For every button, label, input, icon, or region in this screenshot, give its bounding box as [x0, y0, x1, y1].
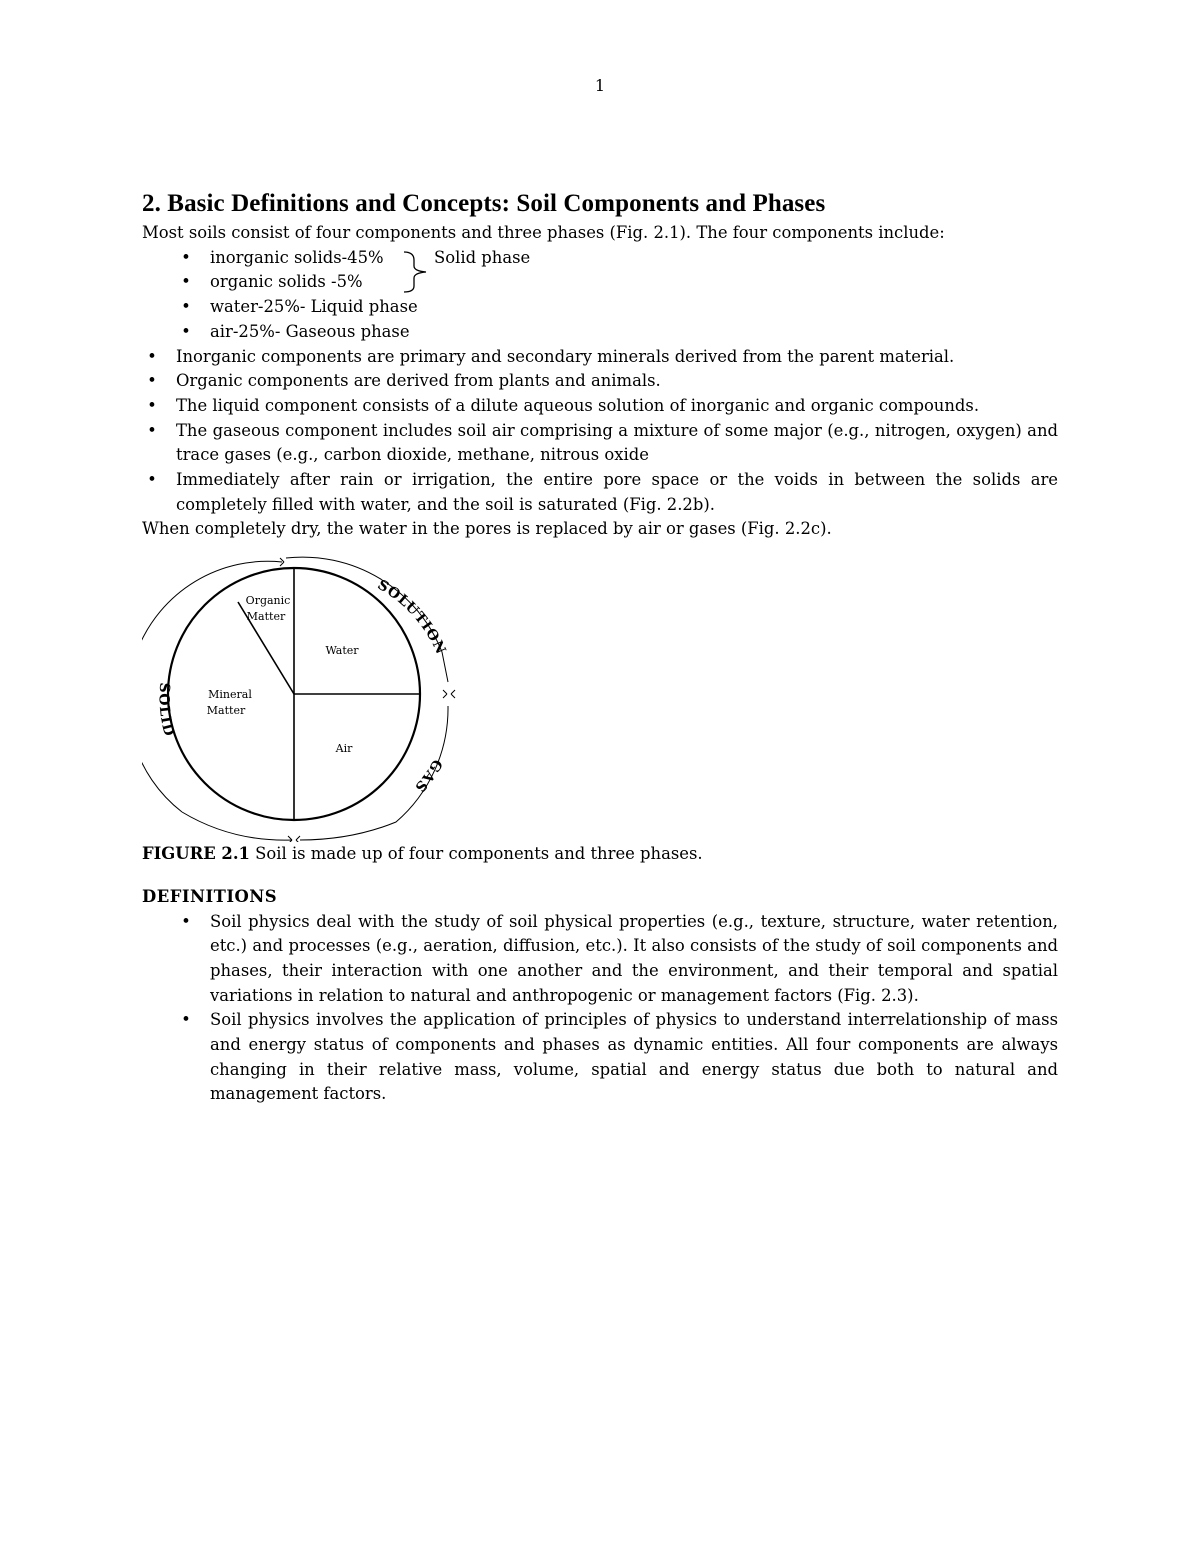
section-heading: 2. Basic Definitions and Concepts: Soil Components and Phases: [142, 190, 826, 217]
bullet-icon: •: [181, 297, 191, 317]
list-item: [147, 468, 1058, 517]
list-item: [147, 394, 1058, 419]
bullet-icon: •: [181, 272, 191, 292]
bullet-icon: •: [181, 1010, 191, 1030]
list-item: [147, 345, 1058, 370]
bullet-icon: •: [147, 371, 157, 391]
bullet-text: Inorganic components are primary and secondary minerals derived from the parent material.: [176, 346, 955, 366]
document-body: [142, 190, 1058, 1107]
component-text: organic solids -5%: [210, 272, 363, 292]
label-organic-matter: Matter: [246, 610, 286, 624]
label-gas: GAS: [410, 756, 446, 796]
bullet-icon: •: [147, 346, 157, 366]
soil-phases-figure: [142, 542, 462, 842]
definition-text: Soil physics involves the application of principles of physics to understand interrelationship of mass and energy status of components and phases as dynamic entities. All four components are always changing in their relative mass, volume, spatial and energy status due both to natural and management factors.: [210, 1010, 1058, 1104]
definitions-list: [142, 910, 1058, 1108]
caption-text: Soil is made up of four components and three phases.: [249, 844, 703, 864]
label-air: Air: [335, 742, 353, 756]
label-water: Water: [325, 644, 359, 658]
components-list: [142, 246, 1058, 345]
dry-sentence: When completely dry, the water in the pores is replaced by air or gases (Fig. 2.2c).: [142, 519, 832, 539]
definitions-heading: DEFINITIONS: [142, 886, 278, 906]
label-mineral: Mineral: [208, 688, 252, 702]
component-text: water-25%- Liquid phase: [210, 297, 418, 317]
solid-arc-bottom: [182, 812, 292, 840]
page-number: 1: [594, 76, 606, 95]
component-text: inorganic solids-45%: [210, 247, 384, 267]
bullet-icon: •: [147, 470, 157, 490]
list-item: [181, 320, 1058, 345]
list-item: [181, 1008, 1058, 1107]
label-organic: Organic: [245, 594, 291, 608]
brace-icon: [402, 250, 432, 294]
arrow-icon: [296, 836, 300, 842]
bullet-icon: •: [181, 911, 191, 931]
bullet-icon: •: [181, 321, 191, 341]
list-item: [181, 910, 1058, 1009]
intro-paragraph: Most soils consist of four components and three phases (Fig. 2.1). The four components include:: [142, 223, 945, 242]
list-item: [181, 295, 1058, 320]
list-item: [147, 419, 1058, 468]
bullet-text: Immediately after rain or irrigation, the entire pore space or the voids in between the solids are completely filled with water, and the soil is saturated (Fig. 2.2b).: [176, 470, 1058, 514]
label-mineral-matter: Matter: [206, 704, 246, 718]
bullet-text: The gaseous component includes soil air comprising a mixture of some major (e.g., nitrogen, oxygen) and trace gases (e.g., carbon dioxide, methane, nitrous oxide: [176, 420, 1058, 465]
bullet-icon: •: [181, 247, 191, 267]
properties-list: [142, 345, 1058, 518]
label-solution: SOLUTION: [374, 577, 449, 658]
bullet-text: The liquid component consists of a dilute aqueous solution of inorganic and organic compounds.: [176, 395, 980, 415]
bullet-icon: •: [147, 395, 157, 415]
list-item: [147, 369, 1058, 394]
component-text: air-25%- Gaseous phase: [210, 321, 410, 341]
list-item: [181, 246, 1058, 271]
definition-text: Soil physics deal with the study of soil physical properties (e.g., texture, structure, water retention, etc.) and processes (e.g., aeration, diffusion, etc.). It also consists of the study of soil components and phases, their interaction with one another and the environment, and their temporal and spatial variations in relation to natural and anthropogenic or management factors (Fig. 2.3).: [210, 911, 1058, 1005]
label-solid: SOLID: [155, 682, 178, 739]
solid-phase-label: Solid phase: [434, 247, 531, 267]
arrow-icon: [443, 690, 447, 698]
figure-caption: [142, 842, 1058, 867]
gas-arc: [379, 682, 442, 826]
bullet-icon: •: [147, 420, 157, 440]
arrow-icon: [451, 690, 455, 698]
caption-label: FIGURE 2.1: [142, 844, 250, 864]
list-item: [181, 270, 1058, 295]
components-block: [142, 246, 1058, 345]
bullet-text: Organic components are derived from plants and animals.: [176, 371, 661, 391]
soil-phases-diagram: [142, 542, 462, 842]
arrow-icon: [288, 836, 292, 842]
